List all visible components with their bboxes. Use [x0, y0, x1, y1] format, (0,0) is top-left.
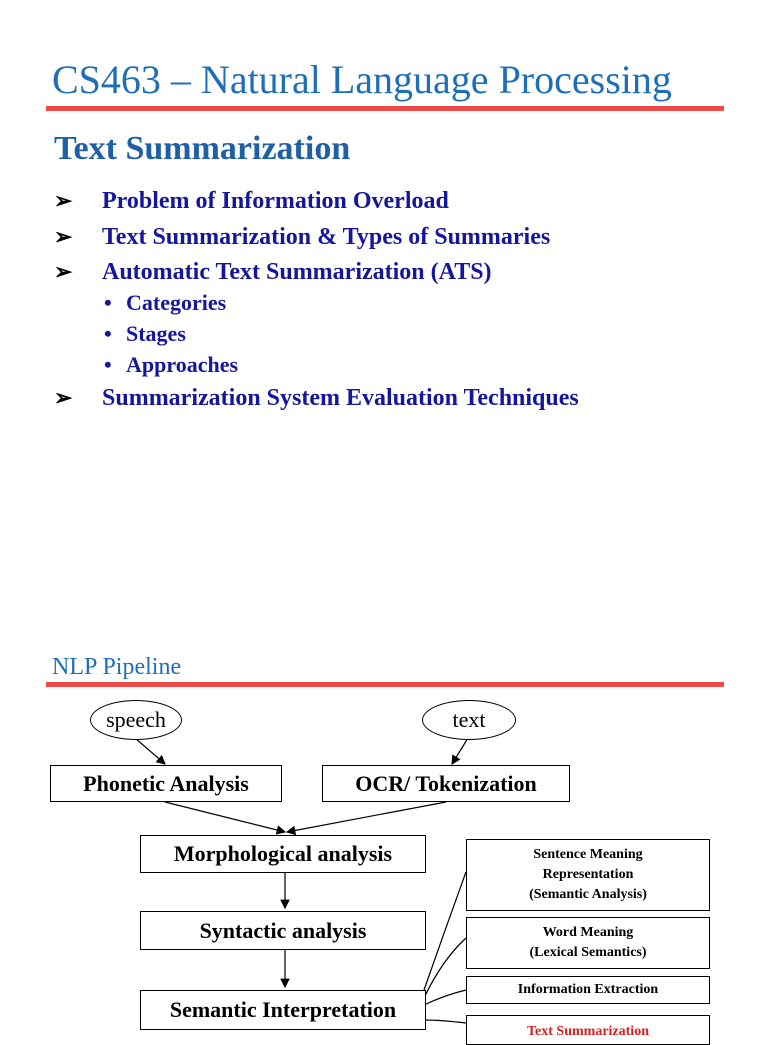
pipeline-underline: [46, 682, 724, 687]
nlp-pipeline-diagram: [0, 690, 768, 1039]
word-meaning-line2: (Lexical Semantics): [529, 945, 647, 960]
topic-item: [54, 222, 550, 252]
link-semantic-to-sentence: [424, 872, 466, 990]
arrow-bullet-icon: ➢: [54, 259, 73, 284]
slide-heading: Text Summarization: [54, 130, 351, 167]
morphological-analysis-box: Morphological analysis: [140, 835, 426, 873]
arrow-phonetic-to-morph: [165, 802, 285, 832]
arrow-bullet-icon: ➢: [54, 385, 73, 410]
sentence-meaning-line1: Sentence Meaning: [533, 847, 643, 862]
link-semantic-to-ie: [424, 990, 466, 1005]
arrow-bullet-icon: ➢: [54, 224, 73, 249]
arrow-text-to-ocr: [452, 738, 468, 764]
semantic-interpretation-box: Semantic Interpretation: [140, 990, 426, 1030]
text-summarization-box: [466, 1015, 710, 1045]
pipeline-title: NLP Pipeline: [52, 654, 182, 680]
subtopic-label: Categories: [126, 290, 227, 315]
topic-label: Problem of Information Overload: [102, 188, 449, 214]
arrow-speech-to-phonetic: [135, 738, 165, 764]
dot-bullet-icon: •: [104, 352, 112, 377]
topic-item: [54, 383, 579, 413]
title-underline: [46, 106, 724, 111]
subtopic-item: [104, 289, 226, 317]
course-title: CS463 – Natural Language Processing: [52, 57, 672, 102]
link-semantic-to-word: [424, 938, 466, 998]
arrow-ocr-to-morph: [287, 802, 446, 832]
subtopic-item: [104, 351, 238, 379]
subtopic-label: Stages: [126, 321, 186, 346]
dot-bullet-icon: •: [104, 321, 112, 346]
topic-item: [54, 257, 492, 287]
sentence-meaning-line2: Representation: [542, 867, 634, 882]
word-meaning-box: [466, 917, 710, 969]
subtopic-label: Approaches: [126, 352, 239, 377]
topic-item: [54, 186, 449, 216]
word-meaning-line1: Word Meaning: [542, 925, 634, 940]
ocr-tokenization-box: OCR/ Tokenization: [322, 765, 570, 802]
dot-bullet-icon: •: [104, 290, 112, 315]
phonetic-analysis-box: Phonetic Analysis: [50, 765, 282, 802]
sentence-meaning-line3: (Semantic Analysis): [529, 887, 647, 902]
subtopic-item: [104, 320, 186, 348]
text-summarization-label: Text Summarization: [527, 1024, 649, 1039]
sentence-meaning-box: [466, 839, 710, 911]
arrow-bullet-icon: ➢: [54, 188, 73, 213]
speech-input-oval: speech: [90, 700, 182, 740]
link-semantic-to-ts: [424, 1020, 466, 1023]
topic-label: Summarization System Evaluation Techniques: [102, 385, 579, 411]
syntactic-analysis-box: Syntactic analysis: [140, 911, 426, 950]
topic-label: Automatic Text Summarization (ATS): [102, 259, 492, 285]
topic-label: Text Summarization & Types of Summaries: [102, 224, 551, 250]
text-input-oval: text: [422, 700, 516, 740]
information-extraction-box: Information Extraction: [466, 976, 710, 1004]
